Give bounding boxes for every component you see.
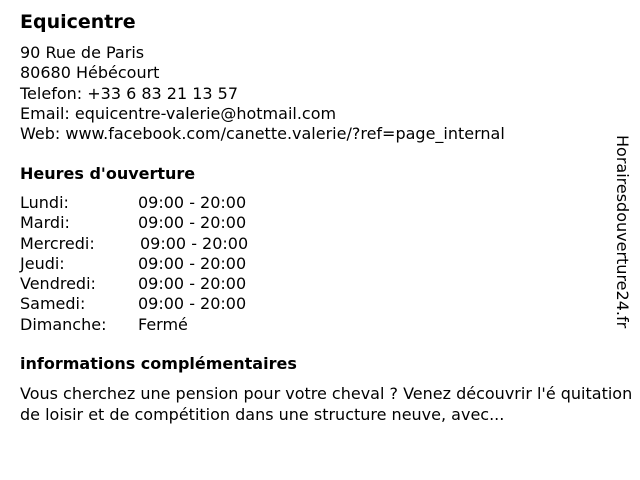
day-label: Dimanche: [20, 314, 107, 334]
day-label: Lundi: [20, 193, 69, 212]
time-range: 09:00 - 20:00 [138, 213, 247, 233]
day-label: Jeudi: [20, 253, 65, 273]
time-range: 09:00 - 20:00 [140, 233, 249, 253]
site-watermark: Horairesdouverture24.fr [613, 135, 632, 329]
info-description: Vous cherchez une pension pour votre cheval ? Venez découvrir l'é quitation de loisir et de compétition dans une structure neuve, avec... [20, 384, 633, 424]
time-range: Fermé [138, 314, 188, 334]
info-heading: informations complémentaires [20, 354, 297, 373]
day-label: Mardi: [20, 213, 70, 233]
hours-heading: Heures d'ouverture [20, 164, 196, 183]
hours-row-mardi [20, 213, 320, 233]
phone-line: Telefon: +33 6 83 21 13 57 [20, 83, 239, 103]
business-name: Equicentre [20, 11, 136, 33]
hours-row-mercredi [20, 234, 320, 254]
time-range: 09:00 - 20:00 [138, 274, 247, 294]
address-city: 80680 Hébécourt [20, 63, 160, 83]
hours-row-samedi [20, 294, 320, 314]
hours-row-vendredi [20, 274, 320, 294]
day-label: Vendredi: [20, 274, 96, 294]
time-range: 09:00 - 20:00 [138, 294, 247, 314]
contact-block [20, 43, 505, 144]
hours-row-jeudi [20, 254, 320, 274]
time-range: 09:00 - 20:00 [138, 253, 247, 273]
hours-row-lundi [20, 193, 320, 213]
email-line: Email: equicentre-valerie@hotmail.com [20, 103, 337, 123]
day-label: Samedi: [20, 294, 86, 314]
hours-row-dimanche [20, 315, 320, 335]
address-street: 90 Rue de Paris [20, 43, 145, 62]
web-line: Web: www.facebook.com/canette.valerie/?ref=page_internal [20, 124, 505, 144]
hours-table [20, 193, 320, 335]
day-label: Mercredi: [20, 233, 95, 253]
time-range: 09:00 - 20:00 [138, 193, 247, 212]
